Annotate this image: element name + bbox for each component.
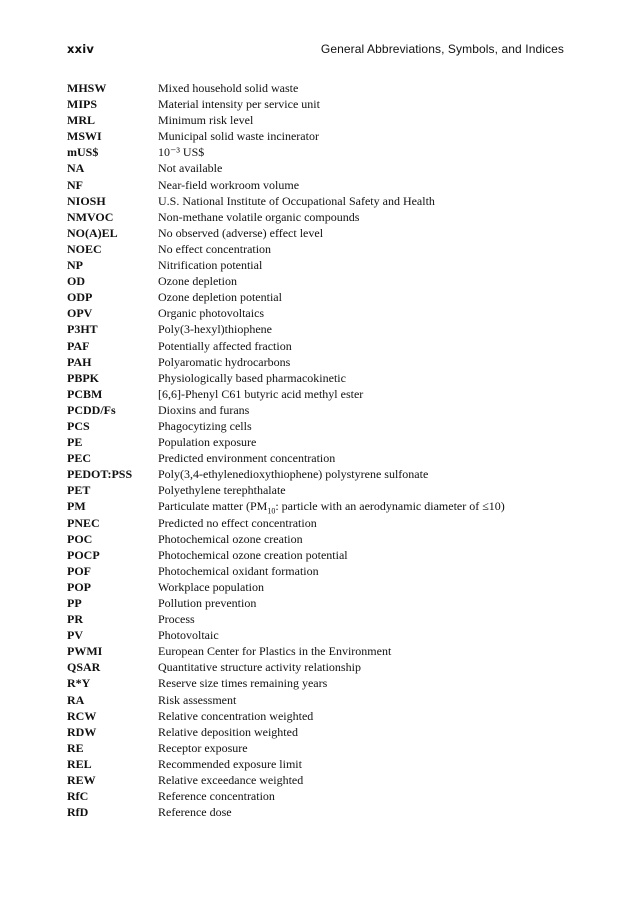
abbreviation-row	[67, 193, 564, 209]
abbreviation-row	[67, 466, 564, 482]
abbreviation-definition: Physiologically based pharmacokinetic	[158, 370, 346, 385]
abbreviation-term: NMVOC	[67, 209, 114, 224]
abbreviation-row	[67, 225, 564, 241]
abbreviation-row	[67, 515, 564, 531]
abbreviation-term: NIOSH	[67, 193, 106, 208]
abbreviation-term: OPV	[67, 306, 93, 321]
abbreviation-definition: Reference concentration	[158, 789, 275, 804]
abbreviation-definition: Relative deposition weighted	[158, 724, 298, 739]
abbreviation-term: NOEC	[67, 241, 102, 256]
abbreviation-term: RfD	[67, 805, 89, 820]
abbreviation-definition: No observed (adverse) effect level	[158, 225, 324, 240]
abbreviation-definition: Pollution prevention	[158, 596, 257, 610]
abbreviation-term: PBPK	[67, 370, 99, 385]
abbreviation-term: PM	[67, 499, 86, 514]
abbreviation-definition: Minimum risk level	[158, 113, 254, 128]
abbreviation-definition: 10⁻³ US$	[158, 145, 205, 160]
abbreviation-definition: Photovoltaic	[158, 628, 219, 643]
abbreviation-row	[67, 740, 564, 756]
abbreviation-row	[67, 627, 564, 643]
abbreviation-definition: Predicted environment concentration	[158, 451, 336, 466]
abbreviation-definition: Predicted no effect concentration	[158, 515, 317, 530]
abbreviation-term: POC	[67, 531, 93, 546]
abbreviation-term: MSWI	[67, 129, 102, 144]
page-header	[67, 42, 564, 58]
abbreviation-row	[67, 354, 564, 370]
abbreviation-term: PV	[67, 628, 83, 643]
abbreviation-term: POCP	[67, 547, 100, 562]
abbreviation-row	[67, 241, 564, 257]
abbreviation-list	[67, 80, 564, 820]
abbreviation-term: REL	[67, 756, 92, 771]
abbreviation-definition: Process	[158, 612, 195, 627]
abbreviation-term: PCDD/Fs	[67, 402, 116, 417]
abbreviation-row	[67, 772, 564, 788]
abbreviation-definition: Municipal solid waste incinerator	[158, 129, 319, 144]
abbreviation-term: PE	[67, 435, 83, 450]
abbreviation-row	[67, 289, 564, 305]
abbreviation-term: PEC	[67, 451, 91, 466]
abbreviation-row	[67, 209, 564, 225]
abbreviation-definition: Workplace population	[158, 579, 265, 594]
abbreviation-term: NP	[67, 258, 83, 273]
definition-text-pre: Particulate matter (PM	[158, 499, 268, 514]
abbreviation-definition: European Center for Plastics in the Environment	[158, 644, 392, 659]
abbreviation-term: REW	[67, 773, 96, 788]
abbreviation-term: POF	[67, 563, 91, 578]
abbreviation-term: PET	[67, 483, 91, 498]
abbreviation-definition: Near-field workroom volume	[158, 177, 300, 192]
abbreviation-term: ODP	[67, 290, 93, 305]
abbreviation-row	[67, 434, 564, 450]
abbreviation-definition: Receptor exposure	[158, 740, 248, 755]
abbreviation-definition: U.S. National Institute of Occupational Safety and Health	[158, 193, 435, 208]
abbreviation-row	[67, 595, 564, 611]
abbreviation-term: PWMI	[67, 644, 103, 659]
abbreviation-definition: Material intensity per service unit	[158, 97, 320, 112]
abbreviation-definition: Poly(3,4-ethylenedioxythiophene) polystyrene sulfonate	[158, 467, 429, 482]
abbreviation-definition: Population exposure	[158, 435, 257, 450]
abbreviation-term: MIPS	[67, 97, 97, 112]
abbreviation-definition: Ozone depletion potential	[158, 290, 282, 305]
abbreviation-row	[67, 418, 564, 434]
abbreviation-definition: Nitrification potential	[158, 258, 263, 273]
abbreviation-term: MRL	[67, 113, 95, 128]
abbreviation-term: RA	[67, 692, 85, 707]
abbreviation-row	[67, 128, 564, 144]
abbreviation-term: NF	[67, 177, 83, 192]
abbreviation-row	[67, 386, 564, 402]
abbreviation-definition: Polyaromatic hydrocarbons	[158, 354, 291, 369]
abbreviation-definition: Not available	[158, 161, 223, 176]
abbreviation-term: PEDOT:PSS	[67, 467, 133, 482]
abbreviation-row	[67, 756, 564, 772]
abbreviation-term: RfC	[67, 789, 89, 804]
abbreviation-row	[67, 80, 564, 96]
abbreviation-term: PP	[67, 596, 82, 610]
abbreviation-term: PCS	[67, 418, 90, 433]
definition-text-post: : particle with an aerodynamic diameter of ≤10)	[275, 499, 505, 514]
abbreviation-definition: Poly(3-hexyl)thiophene	[158, 322, 272, 337]
abbreviation-row	[67, 257, 564, 273]
abbreviation-term: RE	[67, 740, 84, 755]
abbreviation-definition	[158, 498, 505, 514]
page-number: xxiv	[67, 42, 95, 56]
abbreviation-definition: No effect concentration	[158, 241, 272, 256]
abbreviation-row	[67, 321, 564, 337]
abbreviation-term: PCBM	[67, 386, 103, 401]
abbreviation-term: QSAR	[67, 660, 101, 675]
abbreviation-term: PAH	[67, 354, 92, 369]
abbreviation-term: PR	[67, 612, 83, 627]
abbreviation-definition: Reference dose	[158, 805, 232, 820]
abbreviation-definition: Reserve size times remaining years	[158, 676, 328, 691]
abbreviation-row	[67, 547, 564, 563]
abbreviation-row	[67, 675, 564, 691]
abbreviation-definition: Photochemical ozone creation	[158, 531, 303, 546]
abbreviation-row	[67, 531, 564, 547]
abbreviation-definition: Photochemical ozone creation potential	[158, 547, 348, 562]
abbreviation-definition: Risk assessment	[158, 692, 237, 707]
abbreviation-row	[67, 338, 564, 354]
abbreviation-row	[67, 160, 564, 176]
abbreviation-row	[67, 370, 564, 386]
abbreviation-row	[67, 402, 564, 418]
abbreviation-term: R*Y	[67, 676, 91, 691]
abbreviation-term: RDW	[67, 724, 97, 739]
abbreviation-row	[67, 724, 564, 740]
abbreviation-term: PNEC	[67, 515, 100, 530]
abbreviation-row	[67, 659, 564, 675]
abbreviation-definition: Organic photovoltaics	[158, 306, 265, 321]
abbreviation-definition: Relative concentration weighted	[158, 708, 314, 723]
abbreviation-term: MHSW	[67, 81, 107, 95]
abbreviation-term: PAF	[67, 338, 90, 353]
abbreviation-term: RCW	[67, 708, 97, 723]
abbreviation-row	[67, 144, 564, 160]
abbreviation-row	[67, 563, 564, 579]
abbreviation-row	[67, 482, 564, 498]
abbreviation-definition: Potentially affected fraction	[158, 338, 292, 353]
abbreviation-term: NO(A)EL	[67, 225, 118, 240]
abbreviation-definition: Quantitative structure activity relationship	[158, 660, 361, 675]
abbreviation-term: mUS$	[67, 145, 99, 160]
definition-subscript: 10	[267, 506, 276, 516]
abbreviation-row	[67, 643, 564, 659]
abbreviation-row	[67, 96, 564, 112]
running-head: General Abbreviations, Symbols, and Indices	[320, 42, 564, 56]
abbreviation-row	[67, 804, 564, 820]
abbreviation-row	[67, 305, 564, 321]
abbreviation-definition: Photochemical oxidant formation	[158, 563, 319, 578]
abbreviation-definition: Ozone depletion	[158, 274, 237, 289]
abbreviation-row	[67, 498, 564, 514]
abbreviation-term: NA	[67, 161, 85, 176]
abbreviation-row	[67, 273, 564, 289]
abbreviation-term: POP	[67, 579, 91, 594]
abbreviation-row	[67, 708, 564, 724]
abbreviation-definition: Relative exceedance weighted	[158, 773, 304, 788]
abbreviation-row	[67, 177, 564, 193]
abbreviation-definition: [6,6]-Phenyl C61 butyric acid methyl ester	[158, 386, 364, 401]
abbreviation-definition: Recommended exposure limit	[158, 756, 302, 771]
abbreviation-term: P3HT	[67, 322, 98, 337]
abbreviation-row	[67, 579, 564, 595]
abbreviation-definition: Non-methane volatile organic compounds	[158, 209, 360, 224]
abbreviation-row	[67, 611, 564, 627]
abbreviation-definition: Dioxins and furans	[158, 402, 250, 417]
abbreviation-row	[67, 112, 564, 128]
abbreviation-row	[67, 788, 564, 804]
abbreviation-definition: Phagocytizing cells	[158, 418, 252, 433]
abbreviation-term: OD	[67, 274, 85, 289]
abbreviation-definition: Mixed household solid waste	[158, 81, 299, 95]
abbreviation-row	[67, 692, 564, 708]
abbreviation-definition: Polyethylene terephthalate	[158, 483, 286, 498]
abbreviation-row	[67, 450, 564, 466]
